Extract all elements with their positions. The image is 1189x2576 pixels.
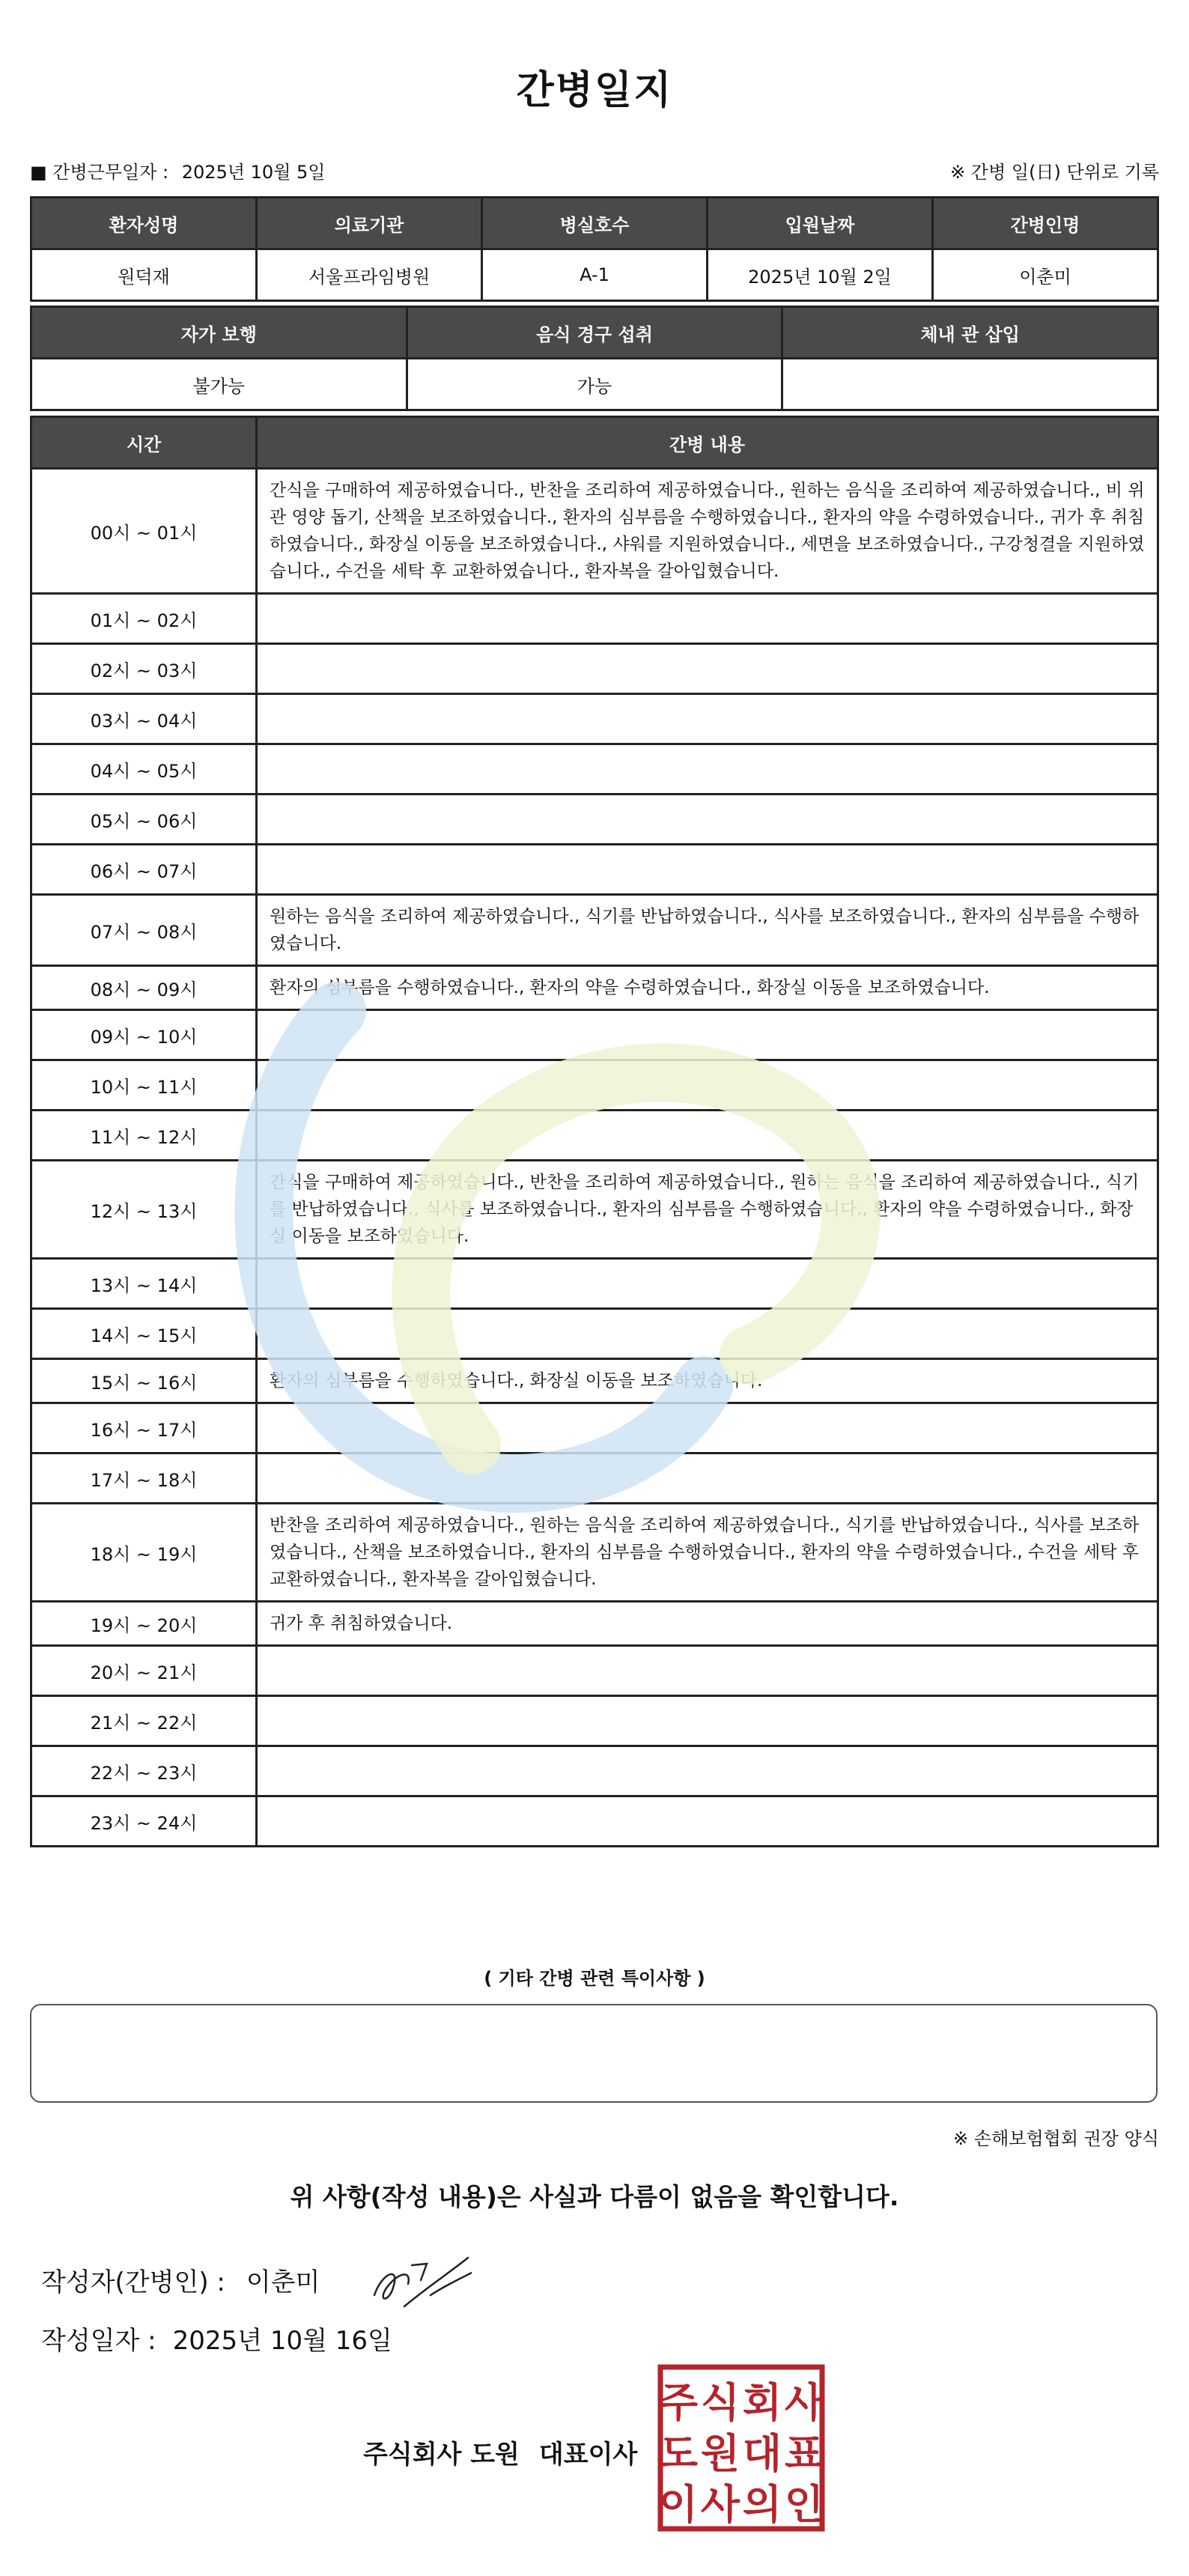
care-log-table [30,416,1159,1847]
care-log-time: 12시 ~ 13시 [31,1161,257,1259]
care-log-row [31,1111,1158,1161]
care-log-content [257,1746,1158,1796]
care-log-time: 04시 ~ 05시 [31,744,257,795]
header-caregiver-name: 간병인명 [933,198,1158,249]
company-seal-stamp [656,2363,827,2533]
care-log-content [257,694,1158,744]
header-tube-insertion: 체내 관 삽입 [782,307,1158,359]
care-log-time: 16시 ~ 17시 [31,1403,257,1453]
care-log-row [31,1259,1158,1309]
tube-insertion-value [782,359,1158,410]
care-log-time: 15시 ~ 16시 [31,1359,257,1403]
care-log-row [31,845,1158,895]
seal-character: 의 [742,2481,782,2528]
care-log-content [257,1453,1158,1504]
care-log-row [31,1403,1158,1453]
seal-character: 사 [700,2481,741,2528]
care-log-time: 09시 ~ 10시 [31,1010,257,1060]
written-date-label: 작성일자 : [41,2326,156,2356]
care-log-header-row [31,417,1158,469]
care-log-time: 08시 ~ 09시 [31,966,257,1010]
caregiver-name: 이춘미 [933,249,1158,301]
seal-character: 인 [784,2481,824,2528]
care-log-row [31,795,1158,845]
care-log-row [31,594,1158,644]
notes-title: ( 기타 간병 관련 특이사항 ) [484,1968,705,1989]
care-log-content [257,644,1158,694]
care-log-row [31,1060,1158,1111]
care-log-time: 11시 ~ 12시 [31,1111,257,1161]
care-log-row [31,895,1158,966]
header-time: 시간 [31,417,257,469]
care-log-content [257,1111,1158,1161]
oral-intake-value: 가능 [407,359,782,410]
seal-character: 도 [658,2430,699,2477]
written-date-value: 2025년 10월 16일 [172,2326,392,2356]
patient-info-table [30,196,1159,302]
care-log-content: 간식을 구매하여 제공하였습니다., 반찬을 조리하여 제공하였습니다., 원하는 음식을 조리하여 제공하였습니다., 비 위관 영양 돕기, 산책을 보조하였습니다., 환자의 심부름을 수행하였습니다., 환자의 약을 수령하였습니다., 귀가 후 취침하였습니다., 화장실 이동을 보조하였습니다., 샤워를 지원하였습니다., 세면을 보조하였습니다., 구강청결을 지원하였습니다., 수건을 세탁 후 교환하였습니다., 환자복을 갈아입혔습니다. [257,469,1158,594]
care-log-row [31,1161,1158,1259]
care-log-content: 귀가 후 취침하였습니다. [257,1602,1158,1646]
writer-line [41,2261,320,2298]
seal-character: 사 [784,2379,824,2426]
care-log-row [31,1696,1158,1746]
care-log-row [31,1453,1158,1504]
care-log-row [31,744,1158,795]
care-log-row [31,1746,1158,1796]
care-log-content [257,1403,1158,1453]
care-log-time: 22시 ~ 23시 [31,1746,257,1796]
header-hospital: 의료기관 [257,198,482,249]
seal-character: 원 [700,2430,741,2477]
ability-header-row [31,307,1158,359]
care-log-row [31,966,1158,1010]
self-walking-value: 불가능 [31,359,407,410]
care-log-content [257,795,1158,845]
hospital-name: 서울프라임병원 [257,249,482,301]
care-log-row [31,1010,1158,1060]
seal-character: 회 [742,2379,782,2426]
unit-note: ※ 간병 일(日) 단위로 기록 [950,162,1159,183]
care-log-row [31,1309,1158,1359]
care-log-content: 환자의 심부름을 수행하였습니다., 환자의 약을 수령하였습니다., 화장실 이동을 보조하였습니다. [257,966,1158,1010]
care-log-time: 18시 ~ 19시 [31,1504,257,1602]
admission-date: 2025년 10월 2일 [708,249,933,301]
care-log-row [31,1646,1158,1696]
special-notes-box [30,2004,1158,2103]
care-log-time: 01시 ~ 02시 [31,594,257,644]
patient-info-value-row [31,249,1158,301]
company-name: 주식회사 도원 [363,2440,520,2470]
header-admission-date: 입원날짜 [708,198,933,249]
confirmation-statement: 위 사항(작성 내용)은 사실과 다름이 없음을 확인합니다. [290,2182,899,2211]
care-log-time: 19시 ~ 20시 [31,1602,257,1646]
care-log-time: 06시 ~ 07시 [31,845,257,895]
care-log-content [257,594,1158,644]
care-log-time: 00시 ~ 01시 [31,469,257,594]
care-log-time: 17시 ~ 18시 [31,1453,257,1504]
care-log-time: 10시 ~ 11시 [31,1060,257,1111]
care-log-row [31,644,1158,694]
seal-character: 식 [700,2379,741,2426]
document-title: 간병일지 [516,68,673,113]
care-log-content [257,1309,1158,1359]
care-log-time: 13시 ~ 14시 [31,1259,257,1309]
care-log-time: 14시 ~ 15시 [31,1309,257,1359]
care-log-time: 02시 ~ 03시 [31,644,257,694]
care-date-value: 2025년 10월 5일 [181,162,326,183]
care-log-content: 반찬을 조리하여 제공하였습니다., 원하는 음식을 조리하여 제공하였습니다., 식기를 반납하였습니다., 식사를 보조하였습니다., 산책을 보조하였습니다., 환자의 심부름을 수행하였습니다., 환자의 약을 수령하였습니다., 수건을 세탁 후 교환하였습니다., 환자복을 갈아입혔습니다. [257,1504,1158,1602]
care-log-content: 원하는 음식을 조리하여 제공하였습니다., 식기를 반납하였습니다., 식사를 보조하였습니다., 환자의 심부름을 수행하였습니다. [257,895,1158,966]
care-log-time: 23시 ~ 24시 [31,1796,257,1847]
care-log-content [257,1796,1158,1847]
care-log-content [257,744,1158,795]
room-number: A-1 [482,249,708,301]
care-log-time: 07시 ~ 08시 [31,895,257,966]
seal-character: 대 [742,2430,782,2477]
care-date-line [30,157,325,183]
care-log-content [257,1259,1158,1309]
care-log-time: 21시 ~ 22시 [31,1696,257,1746]
seal-character: 주 [658,2379,699,2426]
care-log-row [31,1359,1158,1403]
company-line [363,2434,637,2470]
care-log-content [257,1010,1158,1060]
writer-label: 작성자(간병인) : [41,2267,225,2297]
care-log-row [31,1796,1158,1847]
seal-character: 이 [658,2481,699,2528]
care-log-content [257,1696,1158,1746]
header-oral-intake: 음식 경구 섭취 [407,307,782,359]
care-log-time: 03시 ~ 04시 [31,694,257,744]
care-log-row [31,694,1158,744]
care-log-row [31,469,1158,594]
care-log-content [257,1060,1158,1111]
ability-value-row [31,359,1158,410]
writer-name: 이춘미 [246,2267,320,2297]
header-self-walking: 자가 보행 [31,307,407,359]
written-date-line [41,2320,392,2357]
care-log-time: 05시 ~ 06시 [31,795,257,845]
care-log-row [31,1602,1158,1646]
header-room-number: 병실호수 [482,198,708,249]
care-log-content [257,1646,1158,1696]
header-care-content: 간병 내용 [257,417,1158,469]
patient-info-header-row [31,198,1158,249]
care-log-time: 20시 ~ 21시 [31,1646,257,1696]
patient-name: 원덕재 [31,249,257,301]
care-log-content: 간식을 구매하여 제공하였습니다., 반찬을 조리하여 제공하였습니다., 원하는 음식을 조리하여 제공하였습니다., 식기를 반납하였습니다., 식사를 보조하였습니다., 환자의 심부름을 수행하였습니다., 환자의 약을 수령하였습니다., 화장실 이동을 보조하였습니다. [257,1161,1158,1259]
seal-character: 표 [784,2430,824,2477]
form-reference: ※ 손해보험협회 권장 양식 [953,2128,1159,2149]
patient-ability-table [30,306,1159,411]
header-patient-name: 환자성명 [31,198,257,249]
representative-title: 대표이사 [538,2440,638,2470]
care-log-content: 환자의 심부름을 수행하였습니다., 화장실 이동을 보조하였습니다. [257,1359,1158,1403]
care-date-label: ■ 간병근무일자 : [30,162,169,183]
care-log-content [257,845,1158,895]
handwritten-signature [359,2243,472,2310]
care-log-row [31,1504,1158,1602]
